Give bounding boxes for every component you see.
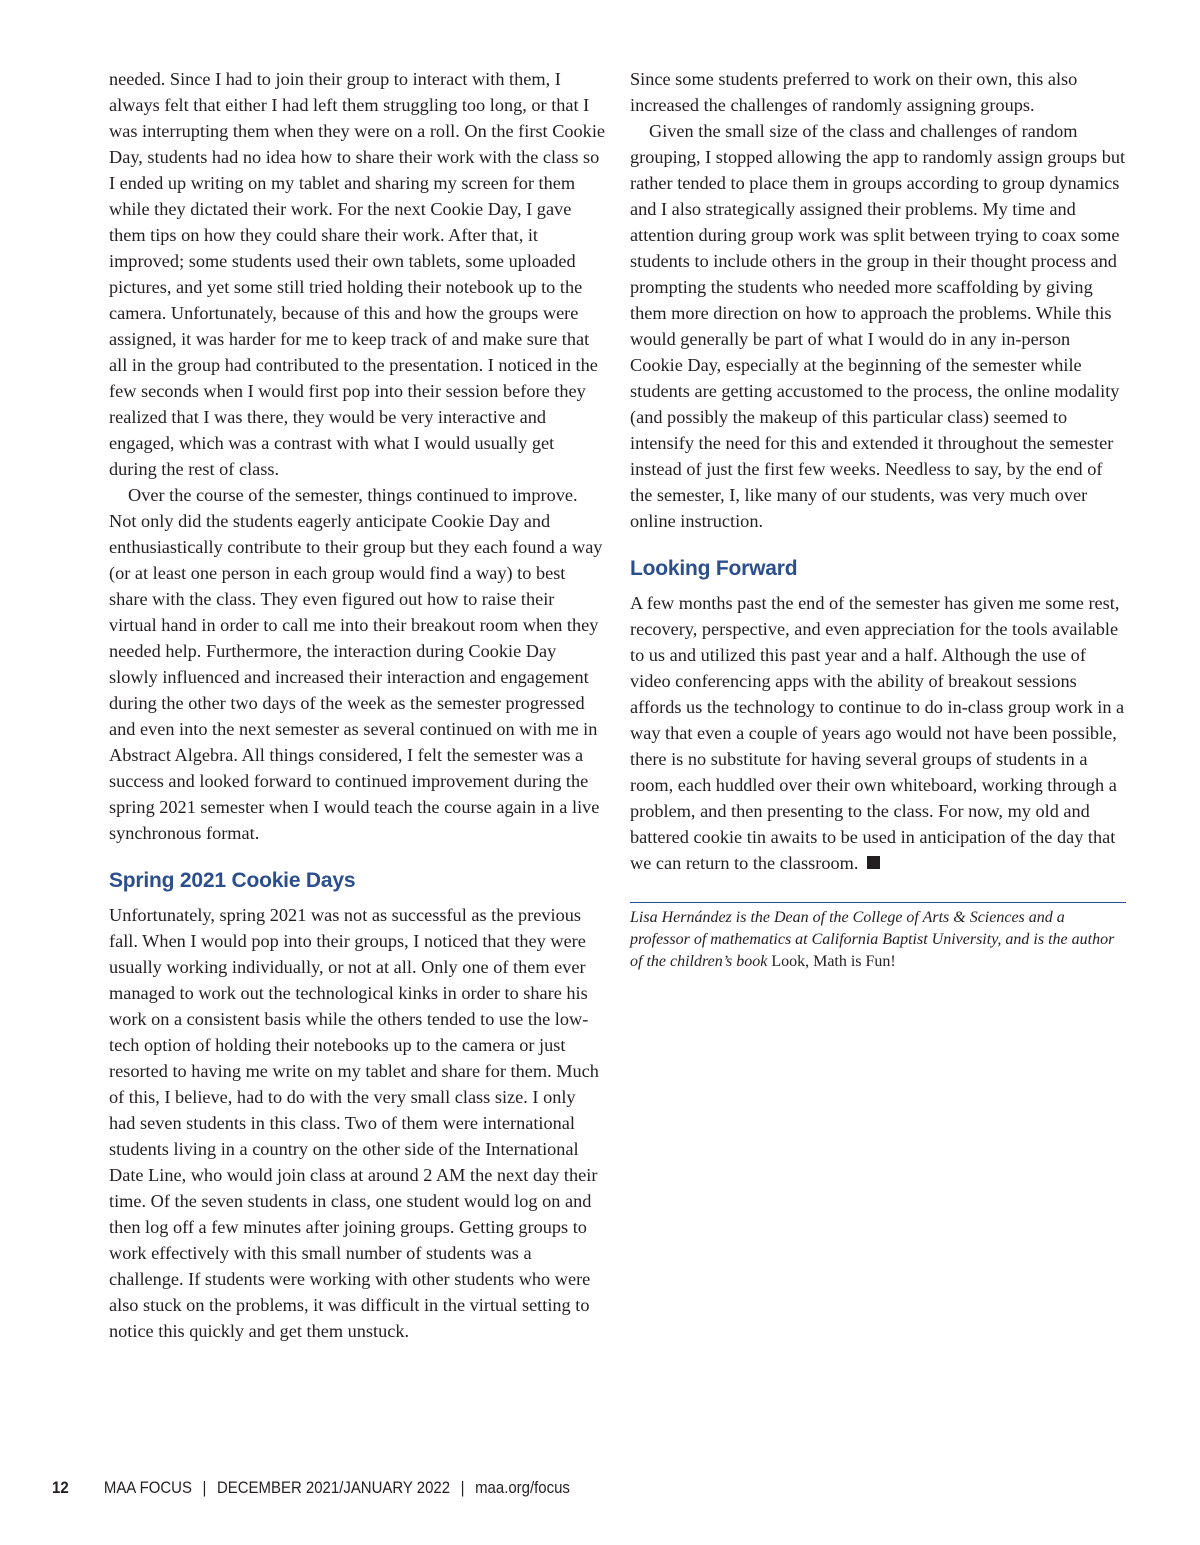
book-title: Look, Math is Fun!: [771, 953, 896, 970]
paragraph-text: A few months past the end of the semester has given me some rest, recovery, perspective, and even appreciation for the tools available to us and utilized this past year and a half. Although the use of video conferencing apps with the ability of breakout sessions affords us the technology to continue to do in-class group work in a way that even a couple of years ago would not have been possible, there is no substitute for having several groups of students in a room, each huddled over their own whiteboard, working through a problem, and then presenting to the class. For now, my old and battered cookie tin awaits to be used in anticipation of the day that we can return to the classroom.: [630, 593, 1125, 873]
author-bio-text: Lisa Hernández is the Dean of the College of Arts & Sciences and a professor of mathematics at California Baptist University, and is the author of the children’s book: [630, 909, 1115, 970]
section-heading-spring-2021: Spring 2021 Cookie Days: [109, 869, 356, 892]
paragraph: Over the course of the semester, things continued to improve. Not only did the students eagerly anticipate Cookie Day and enthusiastically contribute to their group but they each found a way (or at least one person in each group would find a way) to best share with the class. They even figured out how to raise their virtual hand in order to call me into their breakout room when they needed help. Furthermore, the interaction during Cookie Day slowly influenced and increased their interaction and engagement during the other two days of the week as the semester progressed and even into the next semester as several continued on with me in Abstract Algebra. All things considered, I felt the semester was a success and looked forward to continued improvement during the spring 2021 semester when I would teach the course again in a live synchronous format.: [109, 485, 603, 843]
footer-separator: |: [202, 1478, 207, 1497]
section-heading-looking-forward: Looking Forward: [630, 557, 798, 580]
left-column: [109, 66, 605, 1344]
publication-name: MAA FOCUS: [103, 1478, 192, 1497]
issue-date: DECEMBER 2021/JANUARY 2022: [216, 1478, 451, 1497]
paragraph: needed. Since I had to join their group to interact with them, I always felt that either I had left them struggling too long, or that I was interrupting them when they were on a roll. On the first Cookie Day, students had no idea how to share their work with the class so I ended up writing on my tablet and sharing my screen for them while they dictated their work. For the next Cookie Day, I gave them tips on how they could share their work. After that, it improved; some students used their own tablets, some uploaded pictures, and yet some still tried holding their notebook up to the camera. Unfortunately, because of this and how the groups were assigned, it was harder for me to keep track of and make sure that all in the group had contributed to the presentation. I noticed in the few seconds when I would first pop into their session before they realized that I was there, they would be very interactive and engaged, which was a contrast with what I would usually get during the rest of class.: [109, 69, 606, 479]
paragraph: Unfortunately, spring 2021 was not as successful as the previous fall. When I would pop into their groups, I noticed that they were usually working individually, or not at all. Only one of them ever managed to work out the technological kinks in order to share his work on a consistent basis while the others tended to use the low-tech option of holding their notebooks up to the camera or just resorted to having me write on my tablet and share for them. Much of this, I believe, had to do with the very small class size. I only had seven students in this class. Two of them were international students living in a country on the other side of the International Date Line, who would join class at around 2 AM the next day their time. Of the seven students in class, one student would log on and then log off a few minutes after joining groups. Getting groups to work effectively with this small number of students was a challenge. If students were working with other students who were also stuck on the problems, it was difficult in the virtual setting to notice this quickly and get them unstuck.: [109, 905, 599, 1341]
page-number: 12: [52, 1478, 69, 1497]
right-column: [630, 66, 1126, 973]
page-footer: [52, 1478, 570, 1498]
paragraph: Since some students preferred to work on their own, this also increased the challenges of randomly assigning groups.: [630, 69, 1078, 115]
paragraph: [630, 590, 1126, 876]
bio-divider: [630, 902, 1126, 903]
footer-separator: |: [460, 1478, 465, 1497]
paragraph: Given the small size of the class and challenges of random grouping, I stopped allowing the app to randomly assign groups but rather tended to place them in groups according to group dynamics and I also strategically assigned their problems. My time and attention during group work was split between trying to coax some students to include others in the group in their thought process and prompting the students who needed more scaffolding by giving them more direction on how to approach the problems. While this would generally be part of what I would do in any in-person Cookie Day, especially at the beginning of the semester while students are getting accustomed to the process, the online modality (and possibly the makeup of this particular class) seemed to intensify the need for this and extended it throughout the semester instead of just the first few weeks. Needless to say, by the end of the semester, I, like many of our students, was very much over online instruction.: [630, 121, 1126, 531]
end-of-article-mark: [867, 856, 880, 869]
author-bio: [630, 907, 1126, 973]
footer-url: maa.org/focus: [475, 1478, 570, 1497]
